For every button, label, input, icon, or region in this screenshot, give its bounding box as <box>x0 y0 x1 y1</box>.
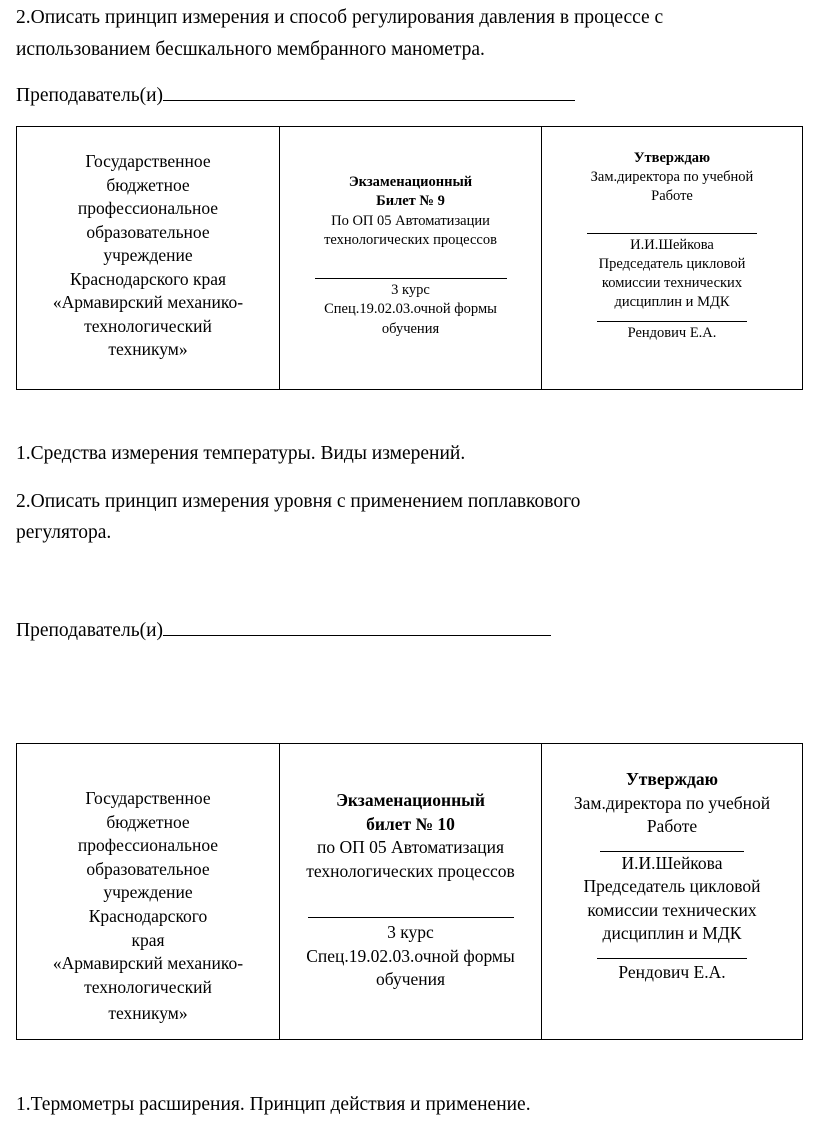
institution-line: технологический <box>84 315 212 336</box>
specialty-line: Спец.19.02.03.очной формы <box>306 945 515 966</box>
institution-cell <box>17 127 280 389</box>
teacher-signature-line <box>16 617 551 644</box>
institution-line: техникум» <box>108 1003 188 1024</box>
approver-line: комиссии технических <box>601 275 743 291</box>
approver-name: Рендович Е.А. <box>618 961 726 982</box>
subject-line: технологических процессов <box>324 231 497 248</box>
question-2-line-1: 2.Описать принцип измерения и способ регулирования давления в процессе с <box>16 7 664 28</box>
signature-underline <box>597 321 747 322</box>
signature-underline <box>308 917 514 918</box>
approval-cell <box>542 127 802 389</box>
approval-line: Зам.директора по учебной <box>573 792 771 813</box>
ticket-title: Экзаменационный <box>336 790 485 810</box>
institution-line: учреждение <box>103 245 193 265</box>
approver-line: комиссии технических <box>587 899 757 920</box>
approver-line: Председатель цикловой <box>598 256 746 272</box>
institution-line: бюджетное <box>106 174 190 195</box>
approver-line: Председатель цикловой <box>583 876 761 896</box>
institution-line: Государственное <box>85 788 211 808</box>
ticket-info-cell <box>280 744 542 1039</box>
institution-line: Краснодарского края <box>69 268 227 289</box>
specialty-line: обучения <box>381 320 440 337</box>
institution-line: «Армавирский механико- <box>52 953 244 974</box>
signature-underline <box>315 278 507 279</box>
ticket-title: Экзаменационный <box>348 174 473 190</box>
approval-title: Утверждаю <box>625 769 719 789</box>
institution-line: Краснодарского <box>88 905 208 926</box>
question-2-line-1: 2.Описать принцип измерения уровня с применением поплавкового <box>16 491 581 512</box>
institution-line: учреждение <box>103 882 193 903</box>
approver-name: Рендович Е.А. <box>627 325 717 341</box>
institution-line: «Армавирский механико- <box>52 292 244 312</box>
institution-line: края <box>131 929 165 950</box>
question-2-line-2: регулятора. <box>16 522 112 543</box>
approver-line: дисциплин и МДК <box>614 294 730 310</box>
approver-line: И.И.Шейкова <box>630 237 714 253</box>
subject-line: по ОП 05 Автоматизация <box>316 837 505 857</box>
approval-cell <box>542 744 802 1039</box>
institution-line: профессиональное <box>77 198 219 218</box>
approval-line: Зам.директора по учебной <box>590 169 754 185</box>
subject-line: По ОП 05 Автоматизации <box>331 212 490 229</box>
specialty-line: обучения <box>375 969 446 989</box>
institution-line: образовательное <box>86 858 210 879</box>
signature-underline <box>163 618 551 636</box>
subject-line: технологических процессов <box>306 860 515 881</box>
ticket-info-cell <box>280 127 542 389</box>
course-label: 3 курс <box>391 282 430 299</box>
signature-underline <box>163 83 575 101</box>
institution-line: бюджетное <box>106 811 190 832</box>
approval-line: Работе <box>646 816 698 836</box>
question-1: 1.Средства измерения температуры. Виды измерений. <box>16 443 466 464</box>
ticket-number: билет № 10 <box>366 813 455 834</box>
exam-ticket-9 <box>16 126 803 390</box>
course-label: 3 курс <box>387 922 434 942</box>
institution-line: техникум» <box>108 339 188 359</box>
teacher-label: Преподаватель(и) <box>16 620 164 641</box>
institution-line: профессиональное <box>77 835 219 856</box>
institution-line: образовательное <box>86 221 210 242</box>
signature-underline <box>587 233 757 234</box>
signature-underline <box>597 958 747 959</box>
approval-line: Работе <box>651 188 693 204</box>
specialty-line: Спец.19.02.03.очной формы <box>324 301 497 318</box>
question-2-line-2: использованием бесшкального мембранного манометра. <box>16 39 485 60</box>
approver-line: И.И.Шейкова <box>621 852 723 873</box>
institution-line: Государственное <box>85 151 211 171</box>
approver-line: дисциплин и МДК <box>602 923 742 943</box>
exam-ticket-10 <box>16 743 803 1040</box>
ticket-number: Билет № 9 <box>376 193 445 210</box>
approval-title: Утверждаю <box>633 150 711 166</box>
question-1: 1.Термометры расширения. Принцип действия и применение. <box>16 1094 531 1115</box>
teacher-label: Преподаватель(и) <box>16 85 164 106</box>
institution-line: технологический <box>84 976 212 997</box>
teacher-signature-line <box>16 82 575 109</box>
institution-cell <box>17 744 280 1039</box>
